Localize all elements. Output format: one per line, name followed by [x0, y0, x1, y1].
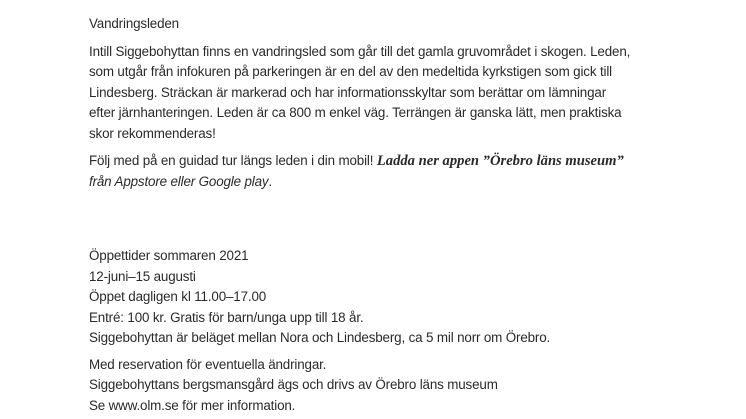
hours-location: Siggebohyttan är beläget mellan Nora och Lindesberg, ca 5 mil norr om Örebro.: [89, 330, 551, 345]
document-page: [89, 14, 689, 416]
footer-more-info: Se www.olm.se för mer information.: [89, 397, 296, 413]
footer-ownership: Siggebohyttans bergsmansgård ägs och drivs av Örebro läns museum: [89, 377, 498, 392]
opening-hours-paragraph: [89, 246, 689, 349]
app-store-text: från Appstore eller Google play: [89, 173, 269, 189]
section-heading: [89, 14, 689, 35]
hours-title: Öppettider sommaren 2021: [89, 248, 249, 263]
intro-line: efter järnhanteringen. Leden är ca 800 m enkel väg. Terrängen är ganska lätt, men praktiska: [89, 105, 622, 120]
app-download-text: Ladda ner appen ”Örebro läns museum”: [376, 153, 624, 169]
hours-entrance-fee: Entré: 100 kr. Gratis för barn/unga upp till 18 år.: [89, 309, 364, 325]
hours-dates: 12-juni–15 augusti: [89, 268, 196, 284]
app-line-1: [89, 151, 689, 172]
intro-line: som utgår från infokuren på parkeringen är en del av den medeltida kyrkstigen som gick till: [89, 64, 612, 79]
intro-paragraph: [89, 42, 689, 145]
footer-reservation: Med reservation för eventuella ändringar.: [89, 356, 327, 372]
app-paragraph: [89, 151, 689, 192]
intro-line: skor rekommenderas!: [89, 125, 216, 141]
app-line-2: [89, 172, 689, 193]
app-prefix: Följ med på en guidad tur längs leden i din mobil!: [89, 153, 377, 168]
hours-times: Öppet dagligen kl 11.00–17.00: [89, 289, 267, 304]
intro-line: Intill Siggebohyttan finns en vandringsled som går till det gamla gruvområdet i skogen. Leden,: [89, 43, 631, 59]
footer-paragraph: [89, 355, 689, 417]
intro-line: Lindesberg. Sträckan är markerad och har informationsskyltar som berättar om lämningar: [89, 84, 607, 100]
heading-text: Vandringsleden: [89, 16, 179, 31]
app-suffix: .: [268, 173, 273, 189]
